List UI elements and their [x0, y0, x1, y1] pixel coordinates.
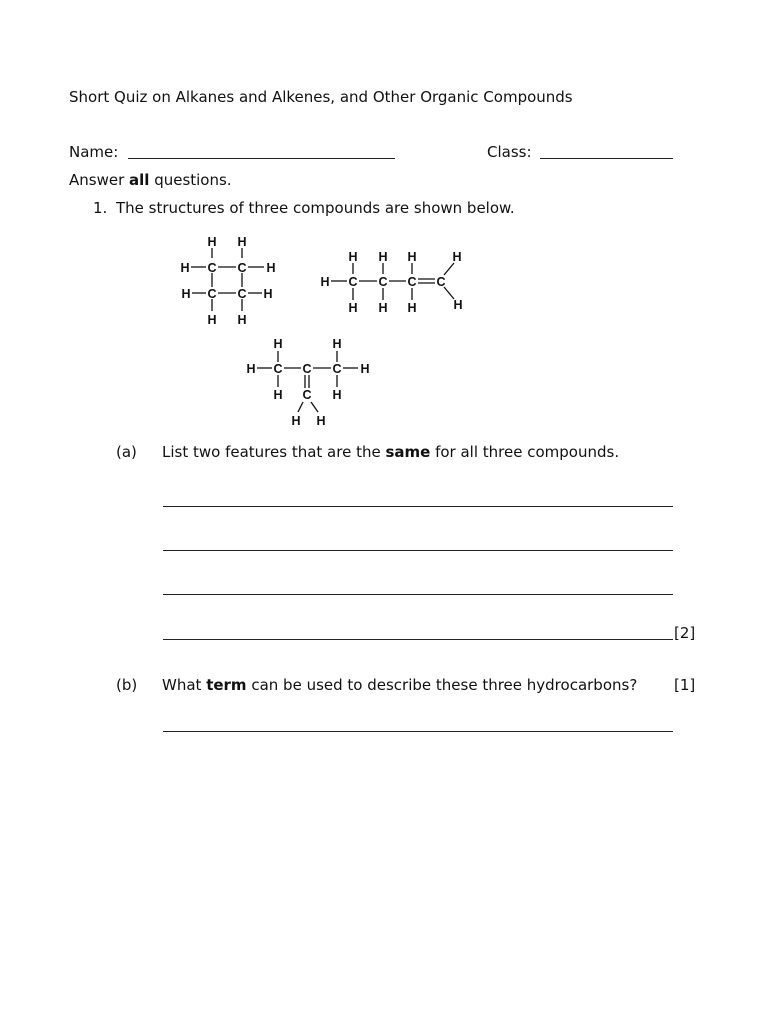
answer-line-a3[interactable] — [163, 594, 673, 595]
atom-label: C — [378, 275, 388, 289]
part-b-label: (b) — [116, 676, 138, 694]
part-a-question: List two features that are the same for all three compounds. — [162, 443, 620, 461]
part-b-question: What term can be used to describe these three hydrocarbons? — [162, 676, 638, 694]
methylpropene-structure — [246, 337, 369, 428]
atom-label: C — [207, 261, 217, 275]
atom-label: C — [332, 362, 342, 376]
question-1-text: The structures of three compounds are shown below. — [116, 199, 515, 217]
cyclobutane-structure — [180, 235, 275, 327]
atom-label: H — [360, 362, 370, 376]
atom-label: H — [263, 287, 273, 301]
atom-label: C — [207, 287, 217, 301]
atom-label: H — [348, 301, 358, 315]
atom-label: H — [246, 362, 256, 376]
atom-label: H — [180, 261, 190, 275]
atom-label: H — [453, 298, 463, 312]
atom-label: H — [273, 388, 283, 402]
answer-line-a4[interactable] — [163, 639, 673, 640]
part-a-label: (a) — [116, 443, 137, 461]
atom-label: H — [320, 275, 330, 289]
atom-label: H — [237, 235, 247, 249]
atom-label: H — [207, 235, 217, 249]
part-b-marks: [1] — [674, 676, 696, 694]
atom-label: C — [237, 261, 247, 275]
atom-label: C — [302, 362, 312, 376]
answer-line-a1[interactable] — [163, 506, 673, 507]
but-1-ene-structure — [320, 250, 462, 315]
question-1-number: 1. — [93, 199, 108, 217]
atom-label: C — [436, 275, 446, 289]
atom-label: H — [237, 313, 247, 327]
atom-label: H — [407, 301, 417, 315]
atom-label: H — [332, 337, 342, 351]
atom-label: H — [316, 414, 326, 428]
answer-line-a2[interactable] — [163, 550, 673, 551]
atom-label: C — [407, 275, 417, 289]
atom-label: H — [273, 337, 283, 351]
atom-label: C — [348, 275, 358, 289]
atom-label: C — [273, 362, 283, 376]
atom-label: H — [407, 250, 417, 264]
name-label: Name: — [69, 143, 119, 161]
atom-label: H — [378, 301, 388, 315]
atom-label: H — [348, 250, 358, 264]
atom-label: H — [291, 414, 301, 428]
instructions: Answer all questions. — [69, 171, 232, 189]
atom-label: H — [266, 261, 276, 275]
atom-label: C — [237, 287, 247, 301]
atom-label: H — [378, 250, 388, 264]
atom-label: H — [207, 313, 217, 327]
page-title: Short Quiz on Alkanes and Alkenes, and Other Organic Compounds — [69, 88, 573, 106]
answer-line-b1[interactable] — [163, 731, 673, 732]
class-label: Class: — [487, 143, 532, 161]
atom-label: C — [302, 388, 312, 402]
atom-label: H — [181, 287, 191, 301]
atom-label: H — [452, 250, 462, 264]
part-a-marks: [2] — [674, 624, 696, 642]
atom-label: H — [332, 388, 342, 402]
structures-figure — [0, 0, 768, 440]
